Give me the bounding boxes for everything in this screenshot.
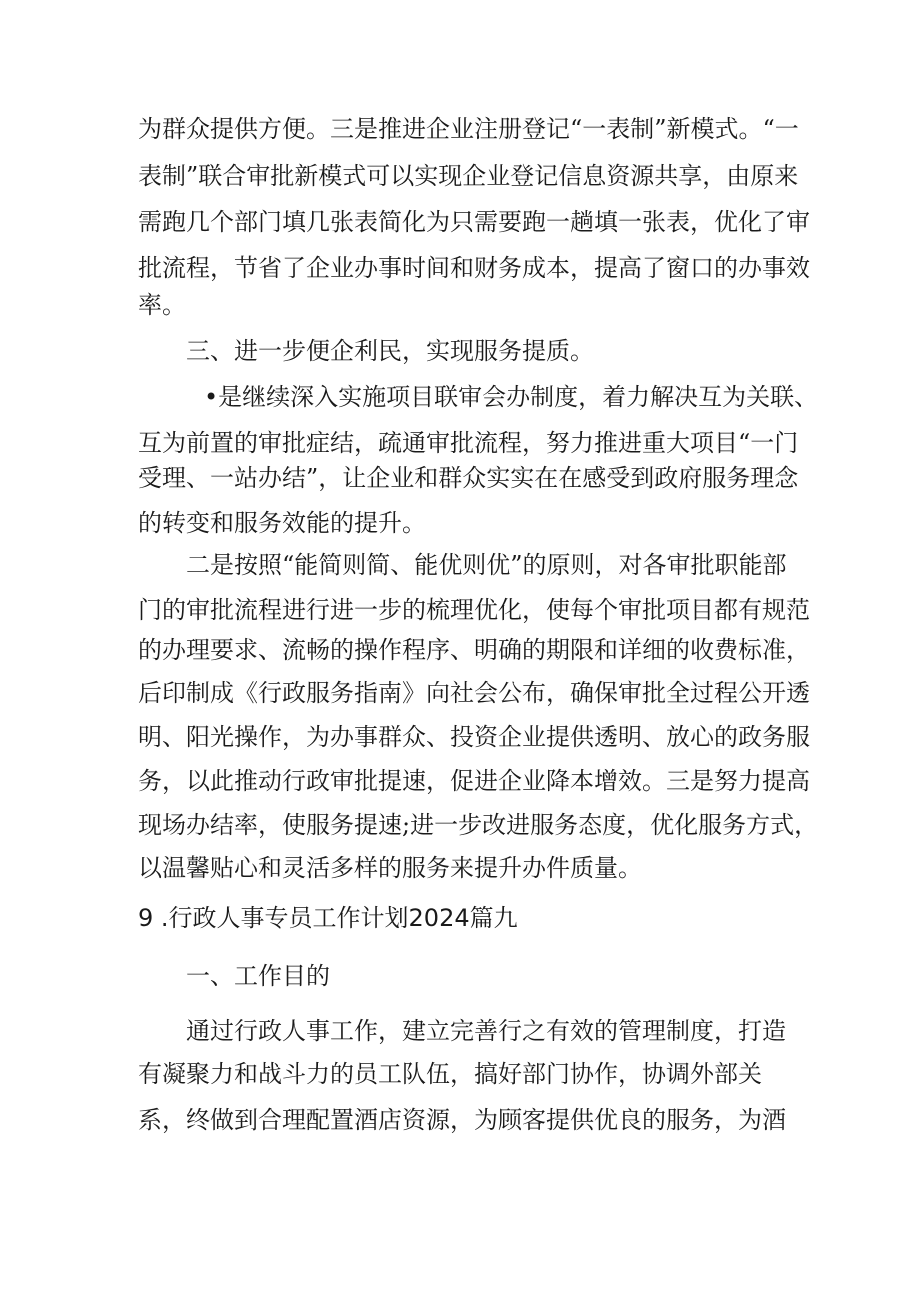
section-title: 三、进一步便企利民，实现服务提质。 bbox=[186, 337, 594, 365]
paragraph-line: 务，以此推动行政审批提速，促进企业降本增效。三是努力提高 bbox=[138, 767, 810, 795]
paragraph-line: 为群众提供方便。三是推进企业注册登记“一表制”新模式。“一 bbox=[138, 115, 799, 143]
paragraph-line: •是继续深入实施项目联审会办制度，着力解决互为关联、 bbox=[204, 383, 819, 411]
paragraph-line: 需跑几个部门填几张表简化为只需要跑一趟填一张表，优化了审 bbox=[138, 208, 810, 236]
paragraph-line: 互为前置的审批症结，疏通审批流程，努力推进重大项目“一门 bbox=[138, 429, 799, 457]
paragraph-line: 受理、一站办结”，让企业和群众实实在在感受到政府服务理念 bbox=[138, 464, 799, 492]
paragraph-line: 门的审批流程进行进一步的梳理优化，使每个审批项目都有规范 bbox=[138, 596, 810, 624]
paragraph-line: 二是按照“能简则简、能优则优”的原则，对各审批职能部 bbox=[186, 551, 787, 579]
article-heading: 9 .行政人事专员工作计划2024篇九 bbox=[138, 904, 518, 932]
paragraph-line: 率。 bbox=[138, 291, 186, 319]
paragraph-line: 通过行政人事工作，建立完善行之有效的管理制度，打造 bbox=[186, 1017, 786, 1045]
paragraph-line: 批流程，节省了企业办事时间和财务成本，提高了窗口的办事效 bbox=[138, 254, 810, 282]
paragraph-line: 以温馨贴心和灵活多样的服务来提升办件质量。 bbox=[138, 854, 642, 882]
paragraph-line: 现场办结率，使服务提速;进一步改进服务态度，优化服务方式， bbox=[138, 811, 819, 839]
paragraph-line: 的办理要求、流畅的操作程序、明确的期限和详细的收费标准， bbox=[138, 636, 810, 664]
section-title: 一、工作目的 bbox=[186, 962, 330, 990]
paragraph-line: 明、阳光操作，为办事群众、投资企业提供透明、放心的政务服 bbox=[138, 723, 810, 751]
paragraph-line: 表制”联合审批新模式可以实现企业登记信息资源共享，由原来 bbox=[138, 162, 799, 190]
paragraph-line: 后印制成《行政服务指南》向社会公布，确保审批全过程公开透 bbox=[138, 679, 810, 707]
paragraph-line: 系，终做到合理配置酒店资源，为顾客提供优良的服务，为酒 bbox=[138, 1106, 786, 1134]
paragraph-line: 有凝聚力和战斗力的员工队伍，搞好部门协作，协调外部关 bbox=[138, 1060, 762, 1088]
paragraph-line: 的转变和服务效能的提升。 bbox=[138, 509, 426, 537]
